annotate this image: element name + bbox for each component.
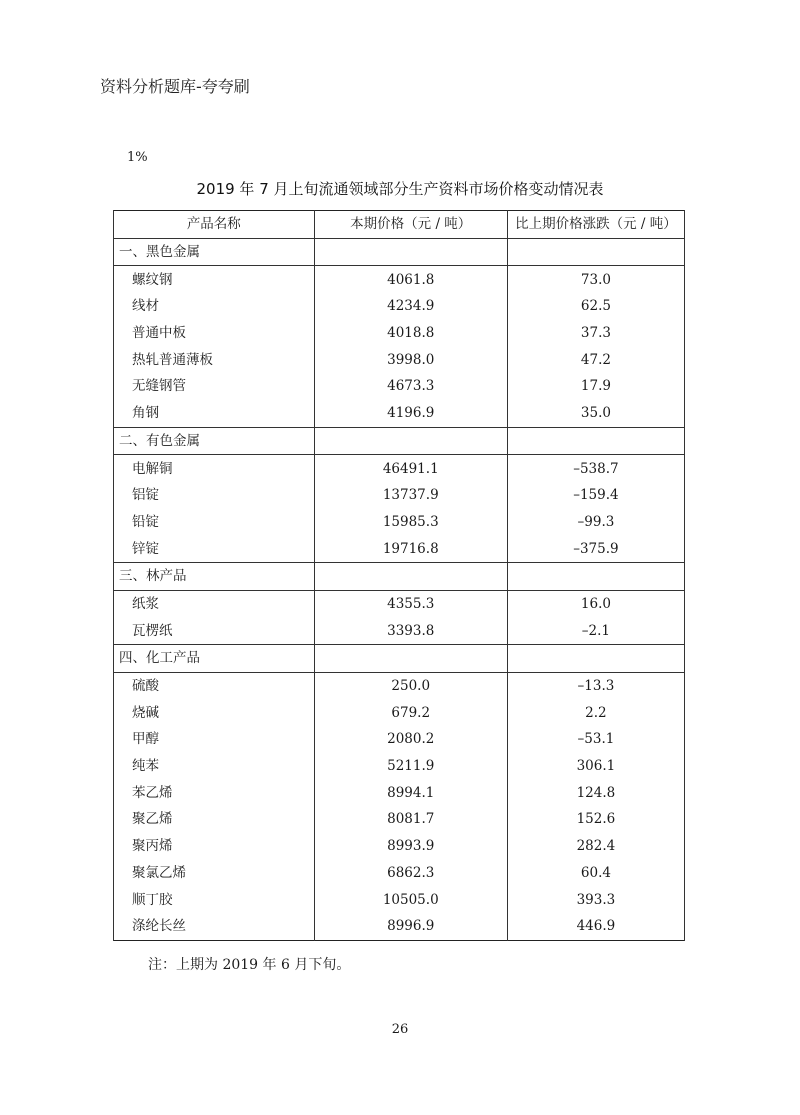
table-row [114,455,685,482]
product-price: 10505.0 [314,886,507,913]
table-row [114,886,685,913]
product-change: 124.8 [507,779,684,806]
table-header-row [114,211,685,239]
product-price: 6862.3 [314,860,507,887]
table-row [114,373,685,400]
group-change-cell [507,238,684,266]
group-name: 一、黑色金属 [114,238,315,266]
product-price: 2080.2 [314,726,507,753]
percent-mark: 1% [127,150,148,165]
table-row [114,509,685,536]
table-row [114,320,685,347]
product-name: 无缝钢管 [114,373,315,400]
product-name: 顺丁胶 [114,886,315,913]
product-change: 152.6 [507,806,684,833]
page-number: 26 [391,1022,409,1037]
product-price: 8993.9 [314,833,507,860]
table-row [114,753,685,780]
product-change: –53.1 [507,726,684,753]
product-name: 纸浆 [114,590,315,617]
product-change: 60.4 [507,860,684,887]
product-change: 47.2 [507,346,684,373]
footnote: 注：上期为 2019 年 6 月下旬。 [148,957,351,973]
table-row [114,726,685,753]
product-price: 8996.9 [314,913,507,940]
table-group-row [114,645,685,673]
price-table [113,210,685,941]
table-row [114,482,685,509]
product-price: 4355.3 [314,590,507,617]
product-price: 46491.1 [314,455,507,482]
table-group-row [114,238,685,266]
column-header-change: 比上期价格涨跌（元 / 吨） [507,211,684,239]
group-name: 三、林产品 [114,562,315,590]
product-name: 苯乙烯 [114,779,315,806]
table-row [114,400,685,427]
product-name: 热轧普通薄板 [114,346,315,373]
product-change: –375.9 [507,535,684,562]
table-row [114,833,685,860]
product-name: 甲醇 [114,726,315,753]
group-price-cell [314,562,507,590]
product-change: 62.5 [507,293,684,320]
page-header: 资料分析题库-夸夸刷 [100,77,250,96]
table-title: 2019 年 7 月上旬流通领域部分生产资料市场价格变动情况表 [196,180,604,198]
product-name: 锌锭 [114,535,315,562]
product-price: 8081.7 [314,806,507,833]
column-header-name: 产品名称 [114,211,315,239]
table-row [114,346,685,373]
product-price: 4234.9 [314,293,507,320]
product-name: 线材 [114,293,315,320]
product-price: 19716.8 [314,535,507,562]
product-name: 涤纶长丝 [114,913,315,940]
product-change: –159.4 [507,482,684,509]
table-group-row [114,562,685,590]
product-price: 4018.8 [314,320,507,347]
product-name: 聚氯乙烯 [114,860,315,887]
product-name: 烧碱 [114,699,315,726]
table-row [114,266,685,293]
group-change-cell [507,645,684,673]
group-name: 四、化工产品 [114,645,315,673]
product-price: 4673.3 [314,373,507,400]
product-name: 硫酸 [114,672,315,699]
group-change-cell [507,427,684,455]
product-change: –2.1 [507,617,684,644]
product-name: 电解铜 [114,455,315,482]
product-price: 4196.9 [314,400,507,427]
product-change: 306.1 [507,753,684,780]
product-change: 393.3 [507,886,684,913]
product-name: 瓦楞纸 [114,617,315,644]
product-price: 250.0 [314,672,507,699]
table-body [114,238,685,940]
product-price: 4061.8 [314,266,507,293]
table-row [114,806,685,833]
product-name: 聚丙烯 [114,833,315,860]
group-price-cell [314,238,507,266]
column-header-price: 本期价格（元 / 吨） [314,211,507,239]
table-row [114,535,685,562]
product-price: 8994.1 [314,779,507,806]
product-change: 73.0 [507,266,684,293]
product-price: 679.2 [314,699,507,726]
table-row [114,590,685,617]
product-change: 2.2 [507,699,684,726]
product-name: 角钢 [114,400,315,427]
product-price: 3393.8 [314,617,507,644]
product-price: 5211.9 [314,753,507,780]
product-change: 17.9 [507,373,684,400]
table-row [114,913,685,940]
group-price-cell [314,645,507,673]
product-change: –538.7 [507,455,684,482]
group-price-cell [314,427,507,455]
product-price: 15985.3 [314,509,507,536]
product-change: 35.0 [507,400,684,427]
product-name: 铝锭 [114,482,315,509]
product-change: 16.0 [507,590,684,617]
product-change: 37.3 [507,320,684,347]
product-change: –99.3 [507,509,684,536]
product-name: 普通中板 [114,320,315,347]
table-row [114,672,685,699]
product-name: 聚乙烯 [114,806,315,833]
product-price: 3998.0 [314,346,507,373]
group-change-cell [507,562,684,590]
table-row [114,779,685,806]
product-name: 铅锭 [114,509,315,536]
product-name: 螺纹钢 [114,266,315,293]
product-change: 282.4 [507,833,684,860]
table-row [114,699,685,726]
product-name: 纯苯 [114,753,315,780]
product-change: 446.9 [507,913,684,940]
table-row [114,860,685,887]
product-change: –13.3 [507,672,684,699]
group-name: 二、有色金属 [114,427,315,455]
table-group-row [114,427,685,455]
table-row [114,617,685,644]
table-row [114,293,685,320]
product-price: 13737.9 [314,482,507,509]
